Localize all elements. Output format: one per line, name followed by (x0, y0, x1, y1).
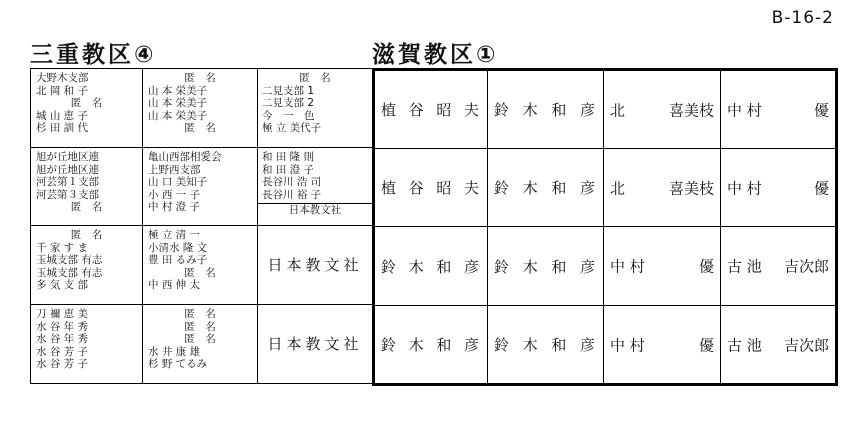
donor-given-name: 優 (813, 179, 829, 197)
name-line: 水 谷 年 秀 (36, 320, 89, 333)
donor-cell: 鈴木和彦 (374, 227, 488, 306)
name-line: 中 西 伸 太 (148, 279, 201, 292)
name-line: 今 一 色 (262, 109, 315, 122)
name-line: 匿 名 (299, 72, 331, 84)
table-row (374, 227, 837, 306)
shiga-donor-table (372, 68, 838, 386)
donor-cell (143, 148, 258, 226)
name-line: 匿 名 (184, 122, 216, 135)
name-line: 匿 名 (70, 97, 103, 110)
table-row (31, 226, 373, 305)
donor-surname: 中 村 (727, 101, 762, 119)
donor-cell: 日本教文社 (258, 226, 373, 305)
donor-surname: 中 村 (727, 179, 762, 197)
donor-surname: 古 池 (727, 336, 762, 354)
donor-cell (258, 69, 373, 148)
donor-cell: 鈴木和彦 (488, 70, 604, 149)
donor-cell (143, 305, 258, 384)
donor-cell: 植谷昭夫 (374, 70, 488, 149)
donor-cell (604, 70, 721, 149)
name-line: 中 村 澄 子 (148, 201, 201, 214)
donor-given-name: 優 (813, 101, 829, 119)
name-line: 匿 名 (184, 266, 216, 279)
donor-cell (143, 226, 258, 305)
name-line: 匿 名 (184, 320, 216, 333)
name-line: 上野西支部 (148, 163, 201, 176)
donor-cell (604, 227, 721, 306)
name-line: 水 谷 芳 子 (36, 358, 89, 371)
name-line: 水 井 康 雄 (148, 345, 201, 358)
name-line: 刀 禰 恵 美 (36, 308, 89, 320)
name-line: 匿 名 (184, 308, 216, 320)
donor-given-name: 優 (698, 257, 714, 276)
donor-surname: 中 村 (610, 336, 645, 354)
name-line: 和 田 隆 則 (262, 151, 315, 163)
donor-cell (143, 69, 258, 148)
name-line: 匿 名 (184, 333, 216, 346)
donor-cell: 鈴木和彦 (374, 306, 488, 385)
name-line: 匿 名 (70, 201, 103, 214)
donor-given-name: 喜美枝 (668, 101, 714, 119)
donor-given-name: 喜美枝 (668, 179, 714, 197)
name-line: 匿 名 (70, 229, 103, 241)
name-line: 水 谷 芳 子 (36, 345, 89, 358)
name-line: 山 本 栄美子 (148, 84, 208, 97)
name-line: 城 山 恵 子 (36, 109, 89, 122)
name-line: 極 立 清 一 (148, 229, 201, 241)
name-line: 水 谷 年 秀 (36, 333, 89, 346)
donor-given-name: 優 (698, 336, 714, 354)
name-line: 山 本 栄美子 (148, 97, 208, 110)
name-line: 玉城支部 有志 (36, 254, 103, 267)
table-row (374, 306, 837, 385)
name-line: 豊 田 るみ子 (148, 254, 208, 267)
donor-cell: 鈴木和彦 (488, 149, 604, 227)
donor-cell (31, 148, 143, 226)
page-code: B-16-2 (771, 8, 834, 28)
table-row (31, 148, 373, 226)
name-line: 匿 名 (184, 72, 216, 84)
name-line: 多 気 支 部 (36, 279, 89, 292)
donor-given-name: 吉次郎 (783, 336, 829, 354)
name-line: 亀山西部相愛会 (148, 151, 222, 163)
donor-surname: 古 池 (727, 257, 762, 276)
table-row (31, 69, 373, 148)
name-line: 小清水 隆 文 (148, 241, 208, 254)
name-line: 長谷川 裕 子 (262, 188, 322, 201)
name-line: 長谷川 浩 司 (262, 176, 322, 189)
donor-subcell: 日本教文社 (258, 203, 372, 216)
donor-surname: 北 (610, 101, 626, 119)
donor-cell (31, 305, 143, 384)
donor-cell (721, 70, 837, 149)
donor-cell (604, 149, 721, 227)
name-line: 杉 野 てるみ (148, 358, 208, 371)
donor-cell: 鈴木和彦 (488, 227, 604, 306)
donor-cell (721, 306, 837, 385)
donor-cell (31, 226, 143, 305)
donor-cell (721, 149, 837, 227)
name-line: 山 本 栄美子 (148, 109, 208, 122)
donor-cell (258, 148, 373, 226)
section-title-shiga: 滋賀教区① (372, 42, 499, 68)
table-row (374, 149, 837, 227)
donor-cell: 植谷昭夫 (374, 149, 488, 227)
name-line: 旭が丘地区連 (36, 163, 99, 176)
name-line: 二見支部 2 (262, 97, 315, 110)
name-line: 河芸第３支部 (36, 188, 99, 201)
name-line: 千 家 す ま (36, 241, 89, 254)
name-line: 杉 田 訓 代 (36, 122, 89, 135)
name-line: 極 立 美代子 (262, 122, 322, 135)
name-line: 大野木支部 (36, 72, 89, 84)
name-line: 河芸第１支部 (36, 176, 99, 189)
mie-donor-table (30, 68, 373, 384)
name-line: 山 口 美知子 (148, 176, 208, 189)
donor-cell (721, 227, 837, 306)
name-line: 旭が丘地区連 (36, 151, 99, 163)
name-line: 玉城支部 有志 (36, 266, 103, 279)
table-row (374, 70, 837, 149)
donor-cell: 日本教文社 (258, 305, 373, 384)
donor-given-name: 吉次郎 (783, 257, 829, 276)
name-line: 小 西 一 子 (148, 188, 201, 201)
name-line: 北 岡 和 子 (36, 84, 89, 97)
donor-cell: 鈴木和彦 (488, 306, 604, 385)
donor-surname: 北 (610, 179, 626, 197)
name-line: 二見支部 1 (262, 84, 315, 97)
donor-cell (31, 69, 143, 148)
donor-surname: 中 村 (610, 257, 645, 276)
table-row (31, 305, 373, 384)
section-title-mie: 三重教区④ (30, 42, 157, 68)
donor-cell (604, 306, 721, 385)
name-line: 和 田 澄 子 (262, 163, 315, 176)
